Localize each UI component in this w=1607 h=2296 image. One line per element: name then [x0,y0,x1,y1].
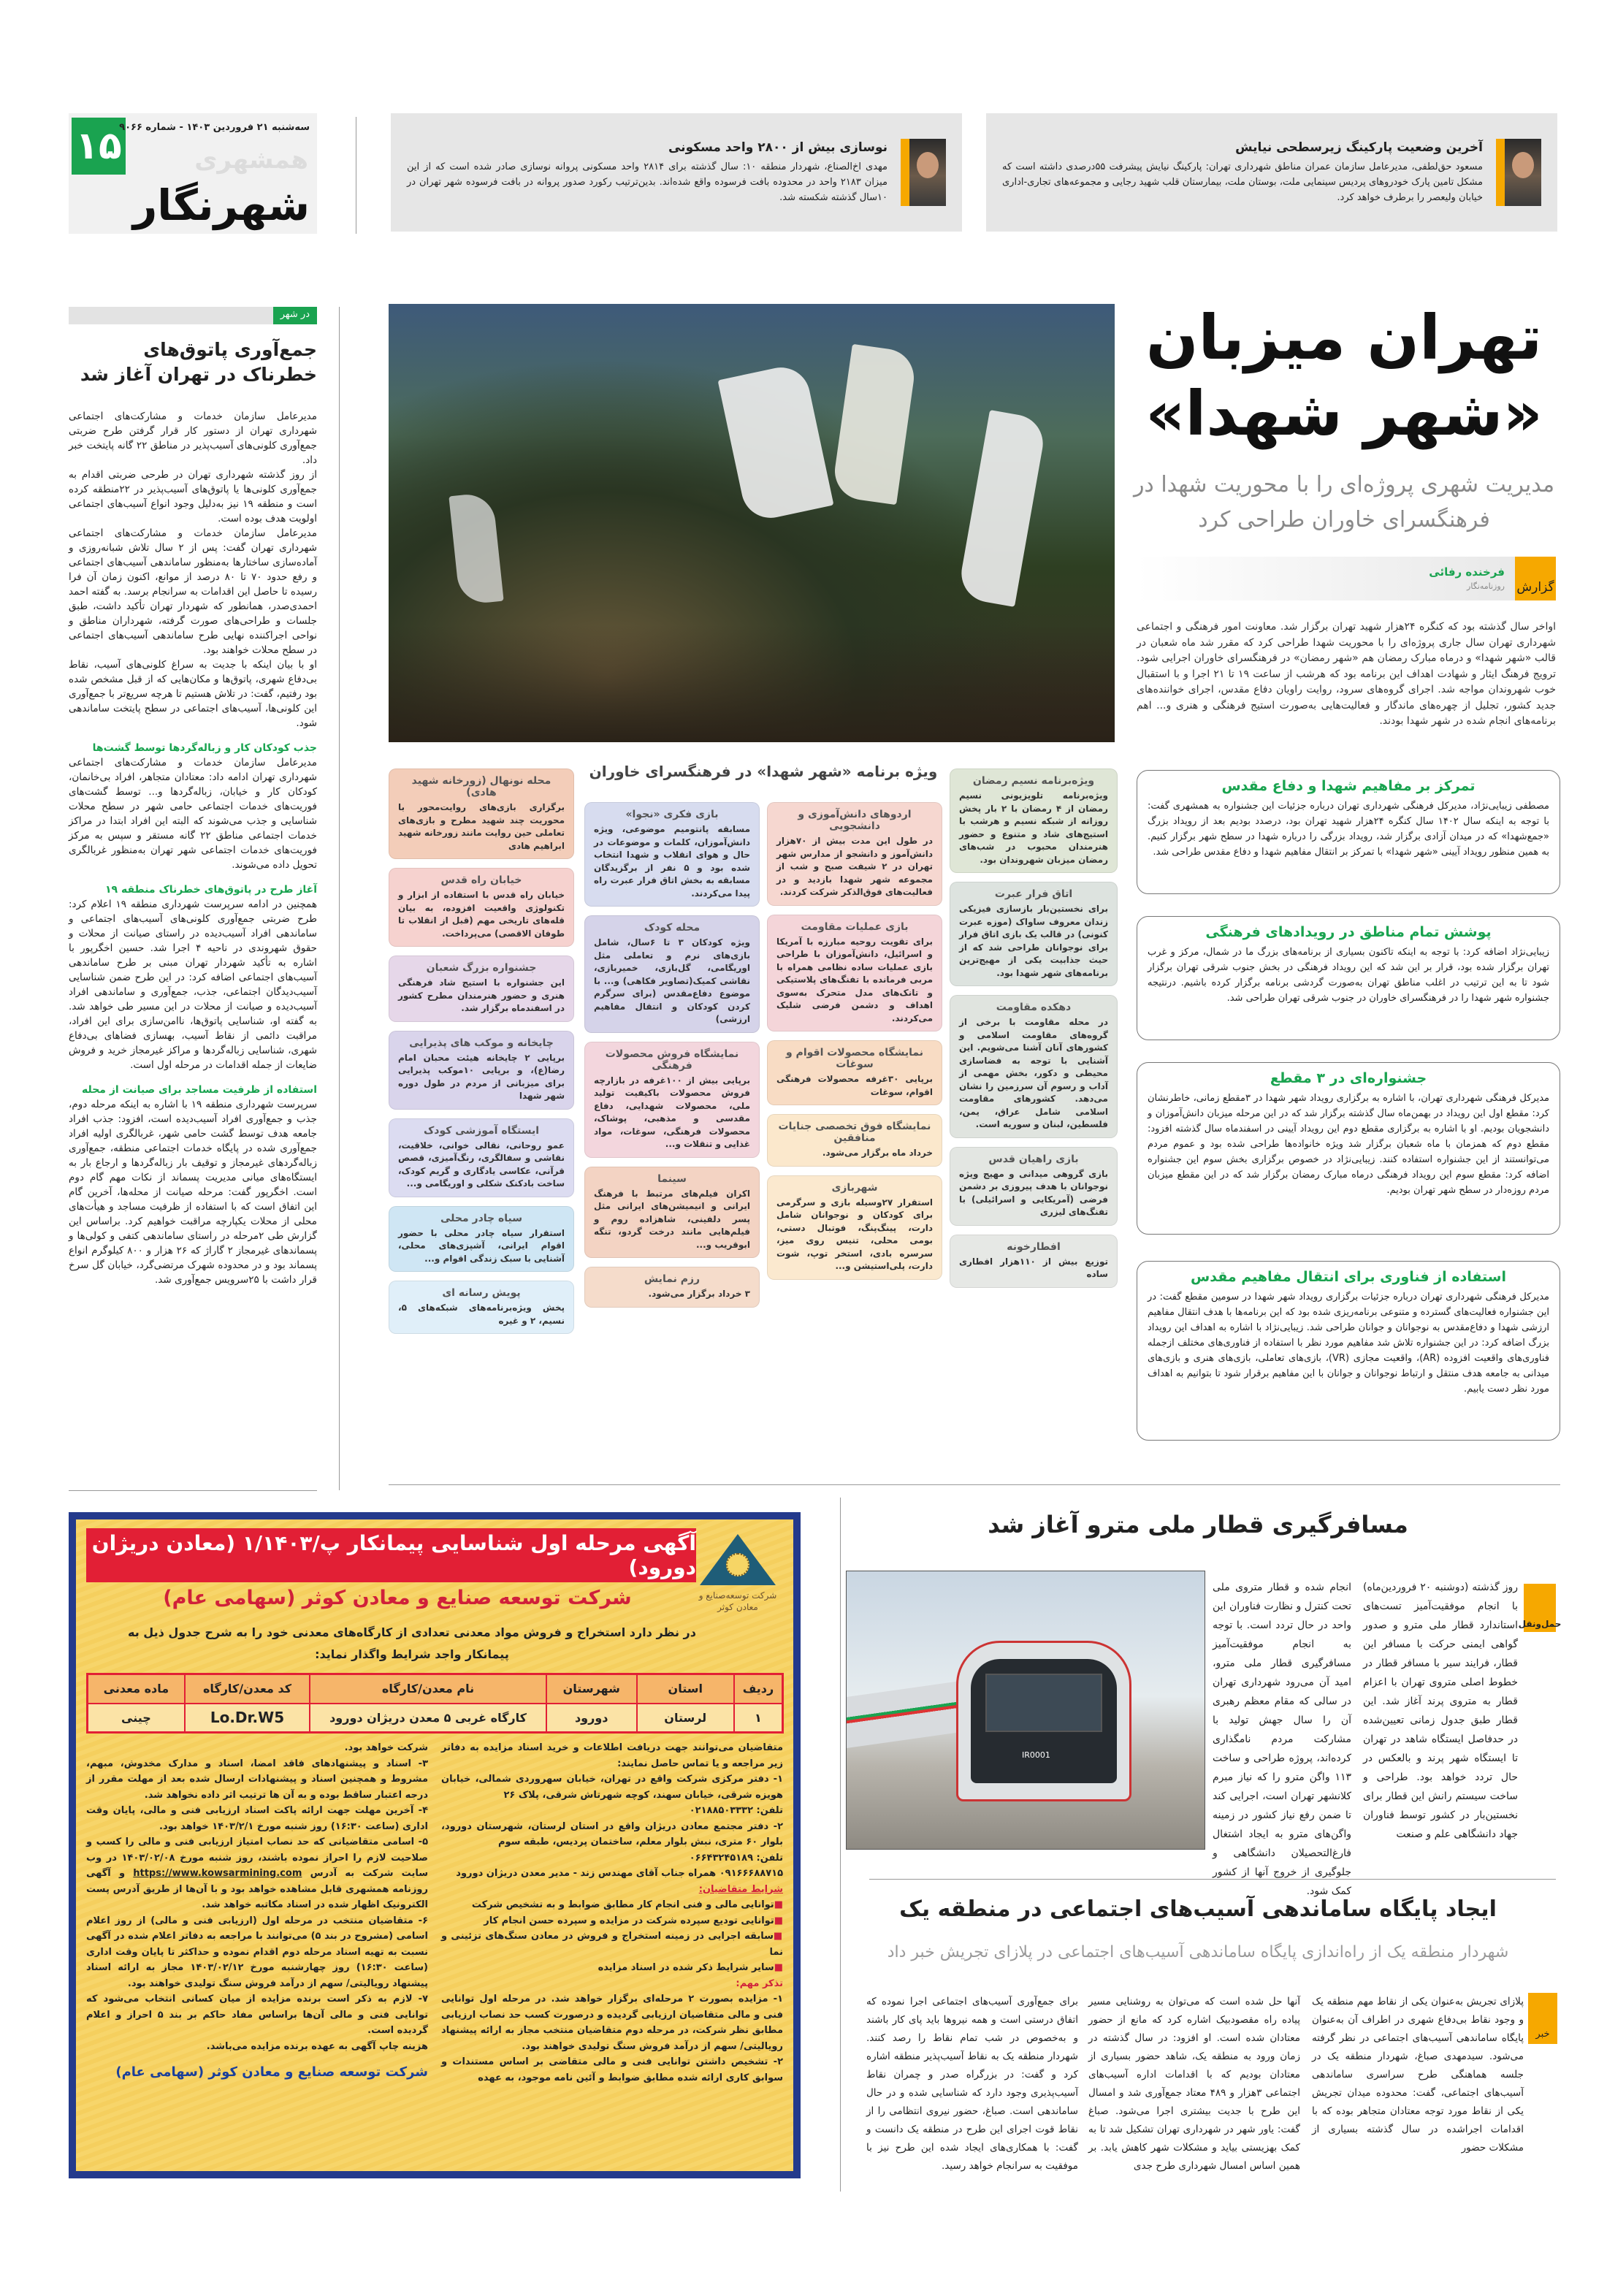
table-cell: کارگاه غربی ۵ معدن دریژان دورود [310,1704,546,1733]
ad-text: ۱- مزایده بصورت ۲ مرحله‌ای برگزار خواهد شد. در مرحله اول توانایی فنی و مالی متقاضیان ارزیابی گردیده و درصورت کسب حد نصاب ارزیابی مطابق نظر شرکت، در مرحله دوم متقاضیان منتخب مجاز به ارائه پیشنهاد رویالیتی/ سهم از درآمد فروش سنگ تولیدی خواهند بود. [441,1994,783,2052]
social-text: برای جمع‌آوری آسیب‌های اجتماعی اجرا نموده که اتفاق درستی است و همه نیروها باید پای کار باشند و به‌خصوص در شب تمام نقاط را رصد کنند. شهردار منطقه یک به نقاط آسیب‌پذیر منطقه اشاره کرد و گفت: در بزرگراه صدر و چمران نقاط آسیب‌پذیری وجود دارد که شناسایی شده و در حال ساماندهی است. صباغ، حضور نیروی انتظامی را از نقاط قوت اجرای این طرح در منطقه یک دانست و گفت: با همکاری‌های ایجاد شده این طرح نیز با موفقیت به سرانجام خواهد رسید. [866,1996,1078,2172]
program-box [950,1147,1118,1226]
ad-subheading: شرایط متقاضیان: [698,1883,783,1895]
program-title: سینما [657,1172,687,1185]
ad-text: ۴- آخرین مهلت جهت ارائه پاکت اسناد ارزیابی فنی و مالی، پایان وقت اداری (ساعت ۱۶:۳۰) روز شنبه مورخ ۱۴۰۳/۲/۱ خواهد بود. [86,1805,428,1832]
program-text: برگزاری بازی‌های روایت‌محور با محوریت چند شهید مطرح و بازی‌های تعاملی حین روایت مانند زورخانه شهید ابراهیم هادی [398,802,565,851]
ad-text: ۲- دفتر مجتمع معادن دریژان واقع در استان لرستان، شهرستان دورود، بلوار ۶۰ متری، نبش بلوار معلم، ساختمان پردیس، طبقه سوم [441,1820,783,1847]
ad-text: متقاضیان می‌توانند جهت دریافت اطلاعات و خرید اسناد مزایده به دفاتر زیر مراجعه و یا تماس حاصل نمایند: [441,1742,783,1769]
paragraph: سرپرست شهرداری منطقه ۱۹ با اشاره به اینکه مرحله دوم، جذب و جمع‌آوری افراد آسیب‌دیده است، افزود: جذب افراد جامعه هدف توسط گشت حامی شهر، غربالگری اولیه افراد جمع‌آوری شده در پایگاه خدمات اجتماعی منطقه، جمع‌آوری زباله‌گردهای غیرمجاز و توقیف بار زباله‌گردها و ارجاع بار به ایستگاه‌های میانی مدیریت پسماند از نکات مهم گام دوم است. اخگرپور گفت: مرحله صیانت از محله‌ها، آخرین گام این اتفاق است که با استفاده از ظرفیت مساجد و هیأت‌های محلی از محلات یکپارچه مراقبت خواهیم کرد. براساس این گزارش طی ۲مرحله در راستای ساماندهی کتفی و کولی‌ها و پسماندهای غیرمجاز ۲ گاراژ که ۲۶ هزار و ۸۰۰ کیلوگرم انواع پسماند بود و در محدوده شهرک مرتضی‌گرد، خیابان گل سرخ قرار داشت با ۲۵سرویس جمع‌آوری شد. [69,1099,318,1286]
program-title: اتاق فرار عبرت [994,888,1073,900]
program-text: برای نخستین‌بار بازسازی فیزیکی زندان معروف ساواک (موزه عبرت کنونی) در قالب یک بازی اتاق فرار برای نوجوانان طراحی شد که از حیث جذابیت یکی از مهیج‌ترین برنامه‌های شهر شهدا بود. [959,904,1108,978]
program-title: چایخانه و موکب های پذیرایی [409,1037,554,1049]
event-photo [389,304,1115,742]
program-column [584,802,760,1308]
program-box [389,956,574,1022]
programs-title: ویژه برنامه «شهر شهدا» در فرهنگسرای خاوران [589,763,938,780]
divider [69,1490,317,1491]
column-header: نام معدن/کارگاه [310,1674,546,1704]
box-title: استفاده از فناوری برای انتقال مفاهیم مقدس [1191,1269,1506,1285]
ad-text: ۷- لازم به ذکر است برنده مزایده از میان کسانی انتخاب می‌شود که توانایی فنی و مالی آن‌ها براساس مفاد حاکم بر بند ۵ احراز و اعلام گردیده است. [86,1994,428,2036]
divider [869,1879,1556,1880]
metro-text: روز گذشته (دوشنبه ۲۰ فروردین‌ماه) با انجام موفقیت‌آمیز تست‌های استاندارد قطار ملی مترو و صدور گواهی ایمنی حرکت با مسافر این قطار، فرایند سیر با مسافر قطار در خطوط اصلی متروی تهران با اعزام قطار به متروی پرند آغاز شد. این قطار طبق جدول زمانی تعیین‌شده در حدفاصل ایستگاه شاهد در تهران تا ایستگاه شهر پرند و بالعکس در حال تردد خواهد بود. طراحی و ساخت سیستم رانش این قطار برای نخستین‌بار در کشور توسط فناوران جهاد دانشگاهی علم و صنعت [1363,1582,1518,1840]
ad-right-column [441,1740,783,2086]
program-title: بازی عملیات مقاومت [801,920,909,933]
program-title: رزم نمایش [644,1273,701,1285]
program-column [767,802,942,1280]
byline [1137,557,1556,600]
portrait-photo [1496,139,1541,206]
ad-left-column [86,1740,428,2080]
program-text: برپایی بیش از ۱۰۰غرفه در بازارچه فروش محصولات باکیفیت تولید ملی، محصولات شهدایی، دفاع مقدسی و مذهبی، پوشاک، محصولات فرهنگی، سوغات، مواد غذایی و تنقلات و... [594,1075,750,1149]
box-text: مدیرکل فرهنگی شهرداری تهران، با اشاره به برگزاری رویداد شهر شهدا در ۳مقطع زمانی، خاطرنشان کرد: مقطع اول این رویداد در بهمن‌ماه سال گذشته برگزار شد که در این مرحله میزبان دانش‌آموزان و دانشجویان بودیم. او با اشاره به برگزاری مقطع دوم این رویداد آیینی در اسفندماه سال گذشته افزود: مقطع دوم که همزمان با ماه شعبان برگزار شد ویژه خانواده‌ها طراحی شده بود و عموم مردم می‌توانستند از این جشنواره استفاده کنند. زیبایی‌نژاد در خصوص برگزاری بخش سوم این جشنواره اضافه کرد: مقطع سوم این رویداد فرهنگی درماه مبارک رمضان برگزار شد که در این مقطع میزبان مردم روزه‌دار در سطح شهر تهران بودیم. [1148,1093,1549,1196]
column-header: کد معدن/کارگاه [185,1674,310,1704]
program-text: بازی گروهی میدانی و مهیج ویژه نوجوانان با هدف پیروزی بر دشمن فرضی (آمریکایی و اسرائیلی) با تفنگ‌های لیزری [959,1168,1108,1217]
article-box [1137,1062,1560,1235]
ad-phone: ۰۹۱۶۶۶۸۸۷۱۵ همراه جناب آقای مهندس زند - مدیر معدن دریژان دورود [456,1868,783,1879]
social-text: آنها حل شده است که می‌توان به روشنایی مسیر پیاده راه مقصودبیک اشاره کرد که مانع از حضور معتادان شده است. او افزود: در سال گذشته در زمان ورود به منطقه یک، شاهد حضور بسیاری از معتادان بودیم که با اقدامات اداره آسیب‌های اجتماعی ۳هزار و ۴۸۹ معتاد جمع‌آوری شد و امسال این طرح با جدیت بیشتری اجرا می‌شود. صباغ گفت: یاور شهر در شهرداری تهران تشکیل شد تا به کمک بهزیستی بیاید و مشکلات شهر کاهش یابد. بر همین اساس امسال شهرداری طرح جدی [1088,1996,1300,2172]
program-box [389,1281,574,1334]
program-text: خرداد ماه برگزار می‌شود. [822,1148,933,1158]
program-column [950,768,1118,1288]
program-text: مسابقه پانتومیم موضوعی، ویژه دانش‌آموزان، کلمات و موضوعات در حال و هوای انقلاب و شهدا انتخاب شده بود و ۵ نفر از برگزیدگان مسابقه به بخش اتاق فرار عبرت راه پیدا می‌کردند. [594,824,750,899]
condition-item: ■توانایی مالی و فنی انجام کار مطابق ضوابط و به تشخیص شرکت [471,1899,783,1910]
issue-date: سه‌شنبه ۲۱ فروردین ۱۴۰۳ - شماره ۹۰۶۶ [119,122,310,133]
condition-item: ■سایر شرایط ذکر شده در اسناد مزایده [598,1962,783,1973]
logo-text: شرکت توسعه‌صنایع و معادن کوثر [698,1590,777,1612]
ad-text: ۵- اسامی متقاضیانی که حد نصاب امتیاز ارزیابی فنی و مالی را کسب و صلاحیت لازم را احراز نموده باشند، روز شنبه مورخ ۱۴۰۳/۰۲/۰۸ در وب سایت شرکت به آدرس https://www.kowsarmining.com و آگهی روزنامه همشهری قابل مشاهده خواهد بود و با آن‌ها از طریق آدرس پست الکترونیک اظهار شده در اسناد مکاتبه خواهد شد. [86,1837,428,1910]
brand-logo: همشهری [194,145,308,175]
program-box [584,1042,760,1158]
program-text: این جشنواره با استیج شاد فرهنگی هنری و حضور هنرمندان مطرح کشور در اسفندماه برگزار شد. [398,977,565,1013]
top-news-box [986,113,1557,232]
program-text: ویژه‌برنامه تلویزیونی نسیم رمضان از ۴ رمضان با ۲ بار پخش روزانه از شبکه نسیم و هرشب با استیج‌های شاد و متنوع و حضور هنرمندان محبوب در شب‌های رمضان میزبان شهروندان بود. [959,790,1108,865]
column-header: شهرستان [546,1674,637,1704]
program-box [584,802,760,907]
box-title: پوشش تمام مناطق در رویدادهای فرهنگی [1205,924,1492,940]
article-box [1137,916,1560,1040]
top-news-box [391,113,962,232]
paragraph: مدیرعامل سازمان خدمات و مشارکت‌های اجتماعی شهرداری تهران ادامه داد: معتادان متجاهر، افراد بی‌خانمان، کودکان کار و خیابان، زباله‌گردها و... توسط گشت‌های فوریت‌های خدمات اجتماعی حامی شهر در سطح محلات شناسایی و جذب می‌شوند که البته این افراد ابتدا در مراکز خدمات اجتماعی مناطق ۲۲ گانه مستقر و سپس به مرکز فوریت‌های خدمات اجتماعی شهر تهران به‌منظور غربالگری تحویل داده می‌شوند. [69,757,317,871]
box-text: مدیرکل فرهنگی شهرداری تهران درباره جزئیات برگزاری رویداد شهر شهدا در سومین مقطع گفت: در این جشنواره فعالیت‌های گسترده و متنوعی برنامه‌ریزی شده بود که این برنامه‌ها با هدف انتقال مفاهیم ارزشی شهدا و دفاع‌مقدس به نوجوانان و جوانان طراحی شد. زیبایی‌نژاد با اشاره به اهداف این رویداد بزرگ اضافه کرد: در این جشنواره تلاش شد مفاهیم مورد نظر با استفاده از فناوری‌های مختلف ازجمله فناوری‌های واقعیت افزوده (AR)، واقعیت مجازی (VR)، بازی‌های تعاملی، بازی‌های هنری و بازی‌های میدانی به جامعه هدف منتقل و ارتباط نوجوانان و جوانان با این مفاهیم برقرار شود تا بتوانیم به اهداف مورد نظر دست یابیم. [1148,1292,1549,1395]
program-text: ۳ خرداد برگزار می‌شود. [648,1289,750,1299]
ad-phone: تلفن: ۰۲۱۸۸۵۰۳۳۳۲ [689,1805,783,1816]
paragraph: او با بیان اینکه با جدیت به سراغ کلونی‌های آسیب، نقاط بی‌دفاع شهری، پاتوق‌ها و مکان‌هایی که از قبل مشخص شده بود رفتیم، گفت: در تلاش هستیم تا هرچه سریع‌تر با جمع‌آوری این کلونی‌ها، آسیب‌های اجتماعی در سطح پایتخت ساماندهی شود. [69,659,317,729]
ad-text: ۲- تشخیص داشتن توانایی فنی و مالی متقاضی بر اساس مستندات و سوابق کاری ارائه شده مطابق ضوابط و آئین نامه موجود، به عهده [441,2056,783,2083]
program-box [389,1206,574,1273]
program-title: ایستگاه آموزشی کودک [423,1124,540,1137]
divider [840,1498,841,2192]
ad-text: ۶- متقاضیان منتخب در مرحله اول (ارزیابی فنی و مالی) از روز اعلام اسامی (مشروح در بند ۵) می‌توانند با مراجعه به دفاتر اعلام شده در آگهی نسبت به تهیه اسناد مرحله دوم اقدام نموده و حداکثر تا پایان وقت اداری (ساعت ۱۶:۳۰) روز چهارشنبه مورخ ۱۴۰۳/۰۲/۱۲ مجاز به ارائه اسناد پیشنهاد رویالیتی/ سهم از درآمد فروش سنگ تولیدی خواهند بود. [86,1915,428,1989]
paragraph: مدیرعامل سازمان خدمات و مشارکت‌های اجتماعی شهرداری تهران گفت: پس از ۲ سال تلاش شبانه‌روزی و آماده‌سازی ساختارها به‌منظور ساماندهی آسیب‌های اجتماعی و رفع حدود ۷۰ تا ۸۰ درصد از موانع، اکنون زمان آن فرا رسیده تا حاصل این اقدامات به سرانجام برسد. به گفته احمد احمدی‌صدر، همانطور که شهردار تهران تأکید داشت، طبق جلسات و طراحی‌های صورت گرفته، شهرداران مناطق و نواحی اجراکننده نهایی طرح ساماندهی آسیب‌های اجتماعی در سطح محلات خواهند بود. [69,527,318,656]
program-text: استقرار سیاه چادر محلی با حضور اقوام ایرانی، آشپزی‌های محلی، آشنایی با سبک زندگی اقوام و... [398,1227,565,1264]
program-box [767,1040,942,1105]
table-cell: Lo.Dr.W5 [185,1704,310,1733]
program-title: محله نونهال (زورخانه شهید هادی) [411,775,551,798]
ad-lead: در نظر دارد استخراج و فروش مواد معدنی تعدادی از کارگاه‌های معدنی خود را به شرح جدول ذیل به پیمانکار واجد شرایط واگذار نماید: [128,1625,696,1661]
top-news-title: نوسازی بیش از ۲۸۰۰ واحد مسکونی [668,140,888,155]
program-text: برای تقویت روحیه مبارزه با آمریکا و اسرائیل، دانش‌آموزان با طراحی بازی عملیات ساده نظامی همراه با مربی فرمانده با تفنگ‌های پلاستیکی و تانک‌های مدل متحرک به‌سوی اهداف و دشمن فرضی شلیک می‌کردند. [776,936,933,1023]
column-header: ماده معدنی [88,1674,185,1704]
program-title: نمایشگاه فوق تخصصی جنایات منافقین [778,1121,931,1144]
program-text: برپایی ۲ چایخانه هیئت محبان امام رضا(ع)، و برپایی ۱۰موکب پذیرایی برای میزبانی از مردم در طول دوره شهر شهدا [398,1052,565,1101]
main-subtitle: مدیریت شهری پروژه‌ای را با محوریت شهدا در فرهنگسرای خاوران طراحی کرد [1133,472,1555,533]
table-row [88,1704,783,1733]
program-title: اردوهای دانش‌آموزی و دانشجویی [798,809,912,832]
headline-line: تهران میزبان [1145,302,1543,373]
left-article-body [69,409,317,1287]
program-text: استقرار ۲۷وسیله بازی و سرگرمی برای کودکان و نوجوانان شامل دارت، پینگ‌پنگ، فوتبال دستی، بومی محلی، تنیس روی میز، سرسره بادی، استخر توپ، شوت دارت، پلی‌استیشن و... [776,1197,933,1271]
ad-company: شرکت توسعه صنایع و معادن کوثر (سهامی عام) [163,1587,632,1609]
program-box [389,1031,574,1110]
program-text: در محله مقاومت با برخی از گروه‌های مقاومت اسلامی و کشورهای آنان آشنا می‌شویم. این آشنایی با توجه به فضاسازی محیطی و دکور، بخش مهمی از آداب و رسوم آن سرزمین را نشان می‌دهد. کشورهای مقاومت اسلامی شامل عراق، یمن، فلسطین، لبنان و سوریه است. [959,1017,1108,1129]
page-number: ۱۵ [72,118,126,175]
program-title: نمایشگاه محصولات اقوام و سوغات [785,1047,923,1070]
company-logo [694,1534,782,1629]
paragraph: از روز گذشته شهرداری تهران در طرحی ضربتی اقدام به جمع‌آوری کلونی‌ها یا پاتوق‌های آسیب‌پذیر در ۲۲منطقه کرده است و منطقه ۱۹ نیز به‌دلیل وجود انواع آسیب‌های اجتماعی اولویت هدف بوده است. [69,469,317,525]
program-text: عمو روحانی، نقالی خوانی، خلاقیت، نقاشی و سفالگری، رنگ‌آمیزی، قصص قرآنی، عکاسی یادگاری و گریم کودک، ساخت بادکنک شکلی و اوریگامی و... [398,1140,565,1189]
program-title: شهربازی [831,1181,878,1194]
headline-line: «شهر شهدا» [1145,378,1543,449]
box-text: مصطفی زیبایی‌نژاد، مدیرکل فرهنگی شهرداری تهران درباره جزئیات این جشنواره به همشهری گفت: با توجه به اینکه سال ۱۴۰۲ سال کنگره ۲۴هزار شهید تهران بود، درصدد بودیم بعد از رویداد بزرگ «جمع‌شهدا» که در میدان آزادی برگزار شد، رویداد بزرگی را درباره شهدا در سطح شهر برگزار کنیم. به همین منظور رویداد آیینی «شهر شهدا» با تمرکز بر انتقال مفاهیم شهدا و دفاع مقدس طراحی شد. [1148,801,1549,858]
program-box [389,1118,574,1197]
paragraph: مدیرعامل سازمان خدمات و مشارکت‌های اجتماعی شهرداری تهران از دستور کار قرار گرفتن طرح ضربتی جمع‌آوری کلونی‌های آسیب‌پذیر در مناطق ۲۲ گانه پایتخت خبر داد. [69,411,317,466]
program-box [389,768,574,859]
website-link[interactable]: https://www.kowsarmining.com [133,1868,302,1879]
advertisement [69,1512,801,2178]
portrait-photo [901,139,946,206]
program-text: اکران فیلم‌های مرتبط با فرهنگ ایرانی و انیمیشن‌های ایرانی مثل پسر دلفینی، شاهزاده روم و فیلم‌هایی مانند درخت گردو، تنگه ابوقریب و... [594,1188,750,1250]
section-tag: خبر [1528,1993,1557,2044]
mines-table [86,1673,784,1734]
ad-text: هزینه چاپ آگهی به عهده برنده مزایده می‌باشد. [206,2040,428,2052]
subheading: جذب کودکان کار و زباله‌گردها توسط گشت‌ها [92,742,317,754]
program-box [950,882,1118,986]
article-box [1137,770,1560,894]
ad-title: آگهی مرحله اول شناسایی پیمانکار پ/۱/۱۴۰۳ (معادن دریژان دورود) [86,1528,696,1582]
ad-text: ۱- دفتر مرکزی شرکت واقع در تهران، خیابان سهروردی شمالی، خیابان هویزه شرقی، خیابان سهند، کوچه شهرتاش شرقی، پلاک ۲۶ [441,1774,783,1801]
program-text: برپایی ۳۰غرفه محصولات فرهنگی اقوام، سوغات [776,1074,933,1097]
left-article-title: جمع‌آوری پاتوق‌های خطرناک در تهران آغاز شد [80,339,317,385]
subheading: استفاده از ظرفیت مساجد برای صیانت از محله [82,1084,317,1096]
program-title: دهکده مقاومت [996,1002,1072,1013]
social-text: پلازای تجریش به‌عنوان یکی از نقاط مهم منطقه یک و وجود نقاط بی‌دفاع شهری در اطراف آن به‌عنوان پایگاه ساماندهی آسیب‌های اجتماعی در نظر گرفته می‌شود. سیدمهدی صباغ، شهردار منطقه یک در جلسه هماهنگی طرح سراسری ساماندهی آسیب‌های اجتماعی، گفت: محدوده میدان تجریش یکی از نقاط مورد توجه معتادان متجاهر بوده که با اقدامات اجراشده در سال گذشته بسیاری از مشکلات حضور [1312,1996,1524,2154]
program-title: بازی راهیان قدس [988,1153,1079,1165]
section-tag: حمل‌ونقل [1524,1584,1556,1632]
ad-text: شرکت خواهد بود. [344,1742,428,1753]
box-text: زیبایی‌نژاد اضافه کرد: با توجه به اینکه تاکنون بسیاری از برنامه‌های بزرگ ما در شمال، مرکز و غرب تهران برگزار شده بود، قرار بر این شد که این رویداد فرهنگی در بخش جنوب شرقی تهران برگزار شود تا به این ترتیب در اغلب مناطق تهران به‌صورت گردشی برنامه برگزار کرده باشیم. درنتیجه جشنواره شهر شهدا را در فرهنگسرای خاوران در جنوب شرقی تهران طراحی شد. [1148,947,1549,1004]
program-box [389,868,574,947]
table-cell: دورود [546,1704,637,1733]
program-title: جشنواره بزرگ شعبان [426,962,537,974]
program-text: در طول این مدت بیش از ۷۰هزار دانش‌آموز و دانشجو از مدارس شهر تهران در ۲ شیفت صبح و شب از مجموعه شهر شهدا بازدید و در فعالیت‌های فوق‌الذکر شرکت کردند. [776,836,933,897]
section-tag-label: در شهر [273,307,317,324]
author-role: روزنامه‌نگار [1467,581,1505,591]
metro-text: انجام شده و قطار متروی ملی تحت کنترل و نظارت فناوران این واحد در حال تردد است. با توجه به انجام موفقیت‌آمیز مسافرگیری قطار ملی مترو، امید آن می‌رود شهرداری تهران در سالی که مقام معظم رهبری آن را سال جهش تولید با مشارکت مردم نامگذاری کرده‌اند، پروژه طراحی و ساخت ۱۱۳ واگن مترو را که نیاز مبرم کلانشهر تهران است، اجرایی کند تا ضمن رفع نیاز کشور در زمینه واگن‌های مترو به ایجاد اشتغال فارغ‌التحصیلان دانشگاهی و جلوگیری از خروج آنها از کشور کمک شود. [1213,1582,1351,1897]
table-cell: ۱ [734,1704,783,1733]
program-text: ویژه کودکان ۳ تا ۶سال، شامل بازی‌های نرم و تعاملی مثل اوریگامی، گل‌بازی، خمیربازی، نقاشی کمیک(تصاویر فکاهی) و... با موضوع دفاع‌مقدس (برای سرگرم کردن کودکان و انتقال مفاهیم ارزشی) [594,937,751,1024]
ad-signature: شرکت توسعه صنایع و معادن کوثر (سهامی عام) [115,2064,428,2080]
box-title: جشنواره‌ای در ۳ مقطع [1270,1070,1427,1086]
program-title: افطارخونه [1007,1240,1061,1253]
program-box [584,1167,760,1259]
masthead [69,113,317,234]
program-title: خیابان راه قدس [440,874,522,886]
table-cell: لرستان [637,1704,734,1733]
program-text: توزیع بیش از ۱۱۰هزار افطاری ساده [959,1256,1108,1279]
program-title: سیاه چادر محلی [440,1212,522,1224]
top-news-text: مسعود حق‌لطفی، مدیرعامل سازمان عمران مناطق شهرداری تهران: پارکینگ نیایش پیشرفت ۵۵درصدی داشته است که مشکل تامین پارک خودروهای پردیس سینمایی ملت، بوستان ملت، بیمارستان قلب شهید رجایی و مجموعه‌های تجاری-اداری خیابان ولیعصر را برطرف خواهد کرد. [1002,161,1483,203]
program-title: ویژه‌برنامه نسیم رمضان [972,775,1095,787]
box-title: تمرکز بر مفاهیم شهدا و دفاع مقدس [1221,778,1476,794]
program-text: خیابان راه قدس با استفاده از ابزار و تکنولوژی واقعیت افزوده، به بیان قله‌های تاریخی مهم (قبل از انقلاب تا طوفان الاقصی) می‌پرداخت. [398,890,565,939]
train-number: IR0001 [1022,1750,1050,1760]
ad-phone: تلفن: ۰۶۶۴۳۲۴۵۱۸۹ [689,1852,783,1864]
program-box [584,915,760,1033]
program-box [950,995,1118,1138]
condition-item: ■توانایی تودیع سپرده شرکت در مزایده و سپرده حسن انجام کار [484,1915,783,1926]
program-title: پویش رسانه ای [442,1287,521,1299]
program-box [950,1235,1118,1288]
article-box [1137,1261,1560,1441]
program-box [950,768,1118,873]
ad-text: ۳- اسناد و پیشنهادهای فاقد امضا، اسناد و مدارک مخدوش، مبهم، مشروط و همچنین اسناد و پیشنهادات ارسال شده بعد از مهلت مقرر از درجه اعتبار ساقط بوده و به آن ها ترتیب اثر داده نخواهد شد. [86,1758,428,1801]
table-cell: چینی [88,1704,185,1733]
main-headline [1132,300,1556,451]
section-logo: شهرنگار [132,180,310,230]
program-title: نمایشگاه فروش محصولات فرهنگی [605,1048,739,1072]
main-intro: اواخر سال گذشته بود که کنگره ۲۴هزار شهید تهران برگزار شد. معاونت امور فرهنگی و اجتماعی شهرداری تهران سال جاری پروژه‌ای را با محوریت شهدا طراحی کرد که مقرر شد ماه شعبان در قالب «شهر شهدا» و درماه مبارک رمضان هم «شهر رمضان» در فرهنگسرای خاوران اجرایی شود. ترویج فرهنگ ایثار و شهادت اهداف این برنامه بود که هرشب از ساعت ۱۹ تا ۲۱ اجرا و با استقبال خوب شهروندان مواجه شد. اجرای گروه‌های سرود، روایت راویان دفاع مقدس، اجرای خواننده‌های جدید کشور، تجلیل از چهره‌های ماندگار و فعالیت‌هایی به‌صورت استیج فرهنگی و هنری و... اهم برنامه‌های انجام شده در شهر شهدا بودند. [1137,621,1556,727]
condition-item: ■سابقه اجرایی در زمینه استخراج و فروش در معادن سنگ‌های تزئینی و نما [441,1931,783,1958]
train-photo [846,1571,1205,1850]
ad-subheading: تذکر مهم: [736,1977,783,1989]
program-title: محله کودک [644,922,701,934]
program-box [584,1267,760,1308]
program-box [767,915,942,1032]
paragraph: همچنین در ادامه سرپرست شهرداری منطقه ۱۹ اعلام کرد: طرح ضربتی جمع‌آوری کلونی‌های آسیب‌های اجتماعی و ساماندهی افراد آسیب‌دیده در راستای صیانت از محلات و حقوق شهروندی در ناحیه ۴ اجرا شد. حسین اخگرپور با اشاره به تأکید شهردار تهران مبنی بر طرح ساماندهی آسیب‌های اجتماعی اضافه کرد: در این طرح ضمن شناسایی آسیب‌دیدگان اجتماعی، جذب، جمع‌آوری و ساماندهی افراد آسیب‌دیده و صیانت از محلات در این مسیر طی خواهد شد. به گفته او، شناسایی پاتوق‌ها، ناامن‌سازی برای این افراد، مراقبت دائمی از نقاط آسیب، بهسازی فضاهای بی‌دفاع شهری، شناسایی زباله‌گردها و مراکز غیرمجاز خرید و فروش ضایعات از جمله اقدامات در مرحله اول است. [69,899,317,1071]
column-header: استان [637,1674,734,1704]
divider [389,1484,1560,1485]
program-text: پخش ویژه‌برنامه‌های شبکه‌های ۵، نسیم، ۲ و غیره [398,1303,565,1326]
subheading: آغاز طرح در پاتوق‌های خطرناک منطقه ۱۹ [105,884,317,896]
top-news-title: آخرین وضعیت پارکینگ زیرسطحی نیایش [1235,140,1483,155]
program-box [767,1175,942,1280]
program-column [389,768,574,1334]
social-subtitle: شهردار منطقه یک از راه‌اندازی پایگاه ساماندهی آسیب‌های اجتماعی در پلازای تجریش خبر داد [887,1943,1509,1961]
author-name: فرخنده رفائی [1429,565,1505,579]
metro-headline: مسافرگیری قطار ملی مترو آغاز شد [988,1511,1408,1538]
program-box [767,1114,942,1167]
social-headline: ایجاد پایگاه ساماندهی آسیب‌های اجتماعی در منطقه یک [899,1896,1497,1922]
article-kind: گزارش [1515,557,1556,600]
column-header: ردیف [734,1674,783,1704]
program-title: بازی فکری «نجوا» [625,809,719,820]
section-tag [69,307,317,324]
divider [339,307,340,1490]
program-box [767,802,942,906]
table-header-row [88,1674,783,1704]
top-news-text: مهدی اخ‌الصناع، شهردار منطقه ۱۰: سال گذشته برای ۲۸۱۴ واحد مسکونی پروانه نوسازی صادر شده است که از این میزان ۲۱۸۳ واحد در محدوده بافت فرسوده واقع شده‌اند. بدین‌ترتیب رکورد صدور پروانه در بافت فرسوده شهر تهران در ۱۰سال گذشته شکسته شد. [407,161,888,203]
